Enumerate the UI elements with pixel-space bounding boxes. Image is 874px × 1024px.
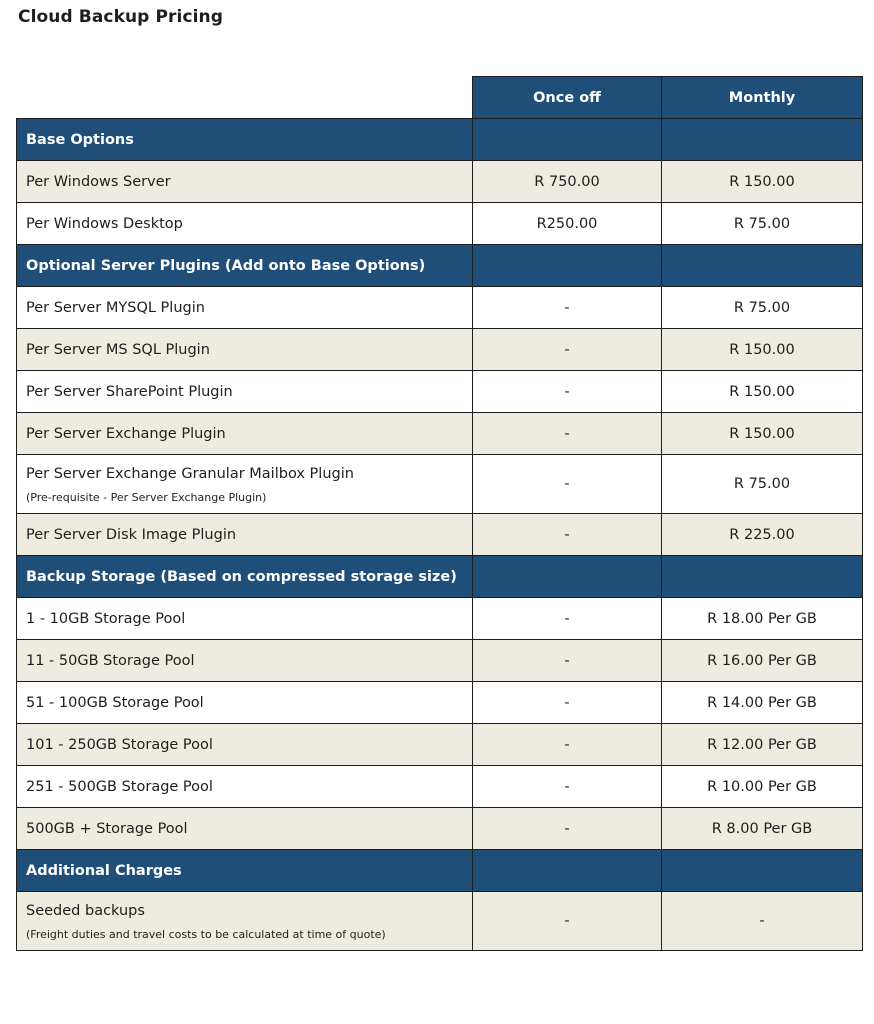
- section-blank-cell: [662, 556, 863, 598]
- table-row: [17, 640, 863, 682]
- once-off-cell: -: [473, 455, 662, 514]
- monthly-cell: R 14.00 Per GB: [662, 682, 863, 724]
- once-off-cell: -: [473, 724, 662, 766]
- section-blank-cell: [473, 245, 662, 287]
- item-cell: Per Server Exchange Plugin: [17, 413, 473, 455]
- table-row: [17, 287, 863, 329]
- column-header-once-off: Once off: [473, 77, 662, 119]
- section-heading: Backup Storage (Based on compressed storage size): [17, 556, 473, 598]
- monthly-cell: R 150.00: [662, 371, 863, 413]
- item-cell: 1 - 10GB Storage Pool: [17, 598, 473, 640]
- monthly-cell: R 16.00 Per GB: [662, 640, 863, 682]
- item-note: (Freight duties and travel costs to be calculated at time of quote): [26, 928, 386, 941]
- section-blank-cell: [662, 119, 863, 161]
- monthly-cell: R 12.00 Per GB: [662, 724, 863, 766]
- item-cell: 500GB + Storage Pool: [17, 808, 473, 850]
- section-heading: Optional Server Plugins (Add onto Base Options): [17, 245, 473, 287]
- header-blank-cell: [17, 77, 473, 119]
- section-blank-cell: [473, 556, 662, 598]
- table-row: [17, 161, 863, 203]
- item-cell: Per Server SharePoint Plugin: [17, 371, 473, 413]
- table-row: [17, 808, 863, 850]
- section-header-row: [17, 245, 863, 287]
- monthly-cell: R 150.00: [662, 413, 863, 455]
- item-cell: 251 - 500GB Storage Pool: [17, 766, 473, 808]
- table-row: [17, 598, 863, 640]
- table-row: [17, 329, 863, 371]
- monthly-cell: R 150.00: [662, 161, 863, 203]
- once-off-cell: -: [473, 413, 662, 455]
- monthly-cell: -: [662, 892, 863, 951]
- once-off-cell: -: [473, 892, 662, 951]
- once-off-cell: -: [473, 682, 662, 724]
- section-heading: Additional Charges: [17, 850, 473, 892]
- monthly-cell: R 75.00: [662, 203, 863, 245]
- item-cell: 11 - 50GB Storage Pool: [17, 640, 473, 682]
- monthly-cell: R 10.00 Per GB: [662, 766, 863, 808]
- once-off-cell: -: [473, 598, 662, 640]
- table-row: [17, 371, 863, 413]
- table-row: [17, 203, 863, 245]
- table-row: [17, 766, 863, 808]
- monthly-cell: R 225.00: [662, 514, 863, 556]
- item-label: Seeded backups: [26, 903, 145, 919]
- section-header-row: [17, 556, 863, 598]
- once-off-cell: -: [473, 640, 662, 682]
- once-off-cell: -: [473, 766, 662, 808]
- item-cell: 51 - 100GB Storage Pool: [17, 682, 473, 724]
- section-blank-cell: [473, 850, 662, 892]
- section-blank-cell: [662, 850, 863, 892]
- pricing-table: [16, 76, 863, 951]
- table-row: [17, 724, 863, 766]
- item-cell: [17, 455, 473, 514]
- column-header-row: [17, 77, 863, 119]
- monthly-cell: R 150.00: [662, 329, 863, 371]
- item-label: Per Server Exchange Granular Mailbox Plugin: [26, 466, 354, 482]
- section-heading: Base Options: [17, 119, 473, 161]
- section-header-row: [17, 119, 863, 161]
- table-row: [17, 514, 863, 556]
- monthly-cell: R 75.00: [662, 287, 863, 329]
- item-cell: Per Windows Server: [17, 161, 473, 203]
- item-cell: Per Server MYSQL Plugin: [17, 287, 473, 329]
- monthly-cell: R 18.00 Per GB: [662, 598, 863, 640]
- once-off-cell: -: [473, 514, 662, 556]
- monthly-cell: R 8.00 Per GB: [662, 808, 863, 850]
- item-cell: [17, 892, 473, 951]
- table-row: [17, 892, 863, 951]
- once-off-cell: R250.00: [473, 203, 662, 245]
- item-note: (Pre-requisite - Per Server Exchange Plugin): [26, 491, 267, 504]
- once-off-cell: -: [473, 287, 662, 329]
- section-blank-cell: [473, 119, 662, 161]
- item-cell: Per Server MS SQL Plugin: [17, 329, 473, 371]
- item-cell: Per Windows Desktop: [17, 203, 473, 245]
- item-cell: Per Server Disk Image Plugin: [17, 514, 473, 556]
- once-off-cell: R 750.00: [473, 161, 662, 203]
- section-header-row: [17, 850, 863, 892]
- page-title: Cloud Backup Pricing: [18, 7, 224, 27]
- once-off-cell: -: [473, 371, 662, 413]
- table-row: [17, 413, 863, 455]
- item-cell: 101 - 250GB Storage Pool: [17, 724, 473, 766]
- once-off-cell: -: [473, 808, 662, 850]
- once-off-cell: -: [473, 329, 662, 371]
- column-header-monthly: Monthly: [662, 77, 863, 119]
- section-blank-cell: [662, 245, 863, 287]
- monthly-cell: R 75.00: [662, 455, 863, 514]
- table-row: [17, 682, 863, 724]
- table-row: [17, 455, 863, 514]
